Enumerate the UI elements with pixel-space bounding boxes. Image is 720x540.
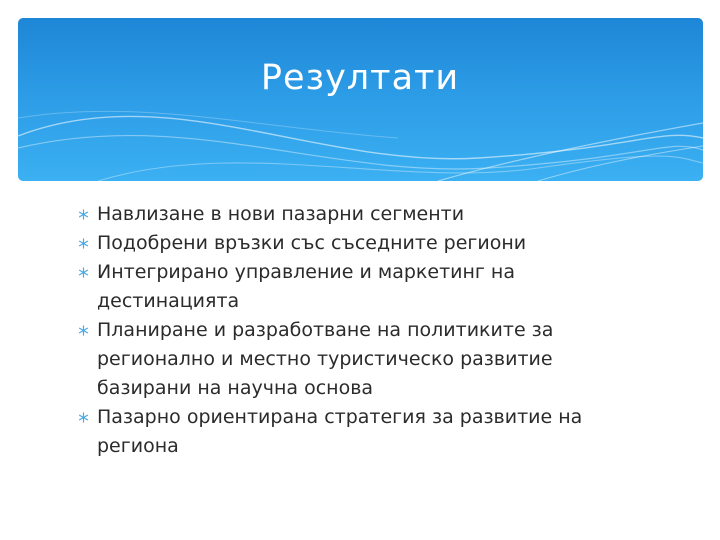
asterisk-icon — [78, 258, 90, 287]
bullet-list — [78, 200, 638, 461]
bullet-text: Интегрирано управление и маркетинг на дестинацията — [97, 261, 515, 312]
list-item — [78, 229, 638, 258]
list-item — [78, 258, 638, 316]
bullet-text: Подобрени връзки със съседните региони — [97, 232, 527, 254]
bullet-text: Навлизане в нови пазарни сегменти — [97, 203, 465, 225]
list-item — [78, 403, 638, 461]
asterisk-icon — [78, 229, 90, 258]
list-item — [78, 200, 638, 229]
slide-title: Резултати — [260, 58, 460, 98]
asterisk-icon — [78, 403, 90, 432]
asterisk-icon — [78, 316, 90, 345]
bullet-text: Планиране и разработване на политиките за регионално и местно туристическо развитие базирани на научна основа — [97, 319, 554, 399]
bullet-text: Пазарно ориентирана стратегия за развитие на региона — [97, 406, 583, 457]
asterisk-icon — [78, 200, 90, 229]
list-item — [78, 316, 638, 403]
